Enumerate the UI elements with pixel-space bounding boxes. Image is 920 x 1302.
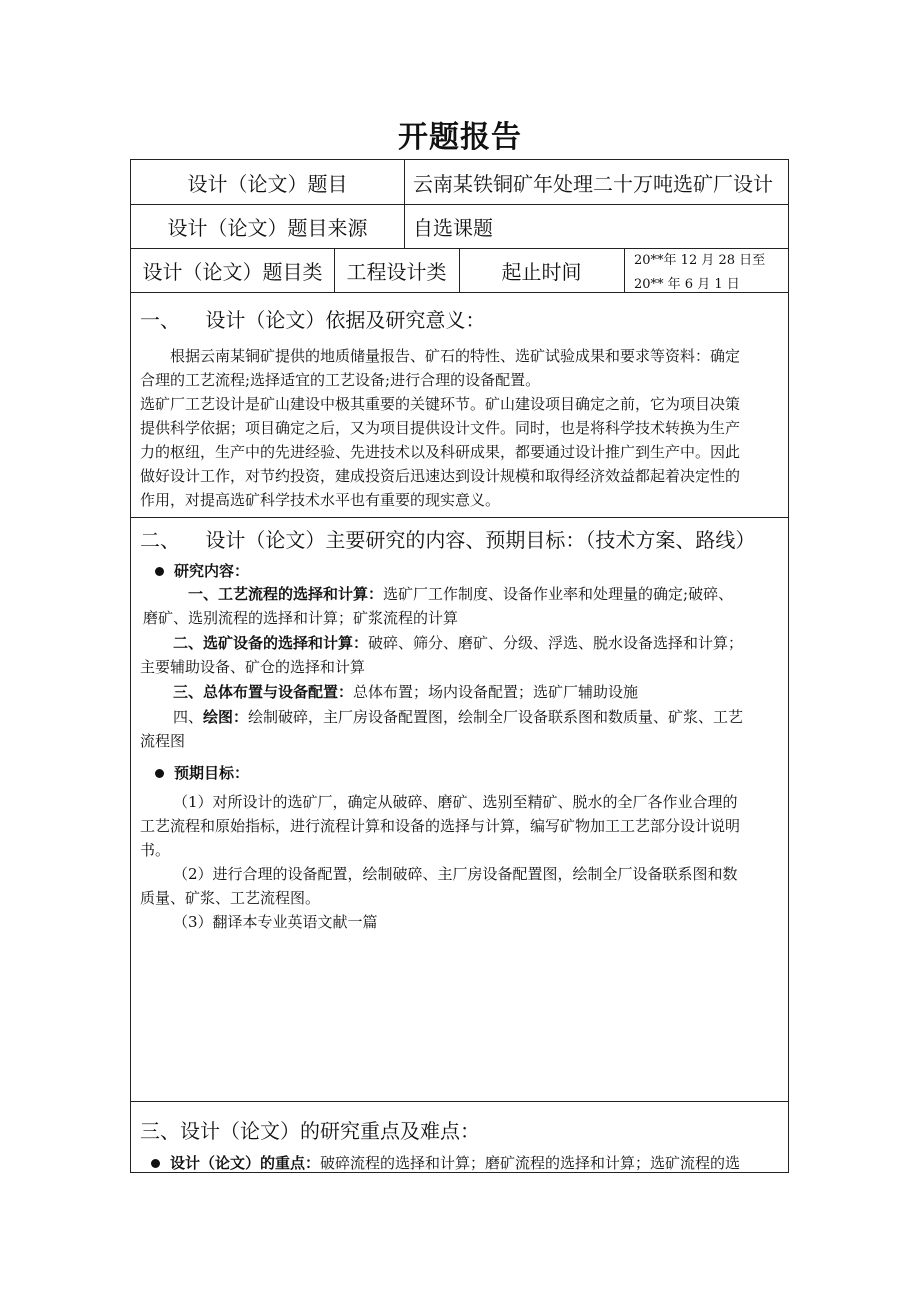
source-label: 设计（论文）题目来源 <box>167 215 368 240</box>
item-title: 一、工艺流程的选择和计算： <box>188 585 384 603</box>
section1-line: 合理的工艺流程;选择适宜的工艺设备;进行合理的设备配置。 <box>140 371 541 389</box>
source-value: 自选课题 <box>413 215 493 240</box>
content-item-cont: 磨矿、选别流程的选择和计算；矿浆流程的计算 <box>143 609 459 627</box>
key-bullet <box>151 1152 740 1173</box>
section1-heading: 一、 设计（论文）依据及研究意义： <box>140 308 486 332</box>
section1-line: 根据云南某铜矿提供的地质储量报告、矿石的特性、选矿试验成果和要求等资料：确定 <box>170 347 741 365</box>
goal-label: 预期目标： <box>174 764 250 782</box>
topic-value: 云南某铁铜矿年处理二十万吨选矿厂设计 <box>413 171 773 196</box>
goal-line: 书。 <box>140 841 171 859</box>
column-divider <box>404 160 405 248</box>
goal-line: 工艺流程和原始指标，进行流程计算和设备的选择与计算，编写矿物加工工艺部分设计说明 <box>140 817 741 835</box>
item-title: 二、选矿设备的选择和计算： <box>173 634 369 652</box>
item-text: 绘制破碎，主厂房设备配置图，绘制全厂设备联系图和数质量、矿浆、工艺 <box>248 708 744 726</box>
item-prefix: 四、 <box>173 708 204 726</box>
section1-line: 作用，对提高选矿科学技术水平也有重要的现实意义。 <box>140 491 501 509</box>
content-item-cont: 主要辅助设备、矿仓的选择和计算 <box>140 658 366 676</box>
proposal-table <box>130 159 789 1173</box>
goal-bullet <box>155 762 249 783</box>
section-divider <box>131 1101 788 1102</box>
column-divider <box>624 248 625 292</box>
bullet-icon <box>155 567 164 576</box>
section2-heading: 二、 设计（论文）主要研究的内容、预期目标：（技术方案、路线） <box>140 528 756 552</box>
item-text: 总体布置；场内设备配置；选矿厂辅助设施 <box>353 683 639 701</box>
goal-line: 质量、矿浆、工艺流程图。 <box>140 889 321 907</box>
section1-line: 做好设计工作，对节约投资，建成投资后迅速达到设计规模和取得经济效益都起着决定性的 <box>140 467 741 485</box>
goal-line: （1）对所设计的选矿厂，确定从破碎、磨矿、选别至精矿、脱水的全厂各作业合理的 <box>173 793 738 811</box>
content-item-cont: 流程图 <box>140 732 186 750</box>
bullet-icon <box>151 1159 160 1168</box>
item-title: 绘图： <box>203 708 249 726</box>
section-divider <box>131 517 788 518</box>
key-text: 破碎流程的选择和计算；磨矿流程的选择和计算；选矿流程的选 <box>320 1154 741 1172</box>
page-title: 开题报告 <box>398 120 522 155</box>
goal-line: （3）翻译本专业英语文献一篇 <box>173 913 378 931</box>
item-title: 三、总体布置与设备配置： <box>173 683 354 701</box>
section3-heading: 三、设计（论文）的研究重点及难点： <box>140 1119 480 1143</box>
goal-line: （2）进行合理的设备配置，绘制破碎、主厂房设备配置图，绘制全厂设备联系图和数 <box>173 865 738 883</box>
key-label: 设计（论文）的重点： <box>170 1154 321 1172</box>
section1-line: 选矿厂工艺设计是矿山建设中极其重要的关键环节。矿山建设项目确定之前，它为项目决策 <box>140 395 741 413</box>
period-start: 20**年 12 月 28 日至 <box>634 253 766 268</box>
item-text: 破碎、筛分、磨矿、分级、浮选、脱水设备选择和计算； <box>368 634 744 652</box>
section1-line: 提供科学依据；项目确定之后，又为项目提供设计文件。同时，也是将科学技术转换为生产 <box>140 419 741 437</box>
content-item <box>173 706 743 727</box>
topic-label: 设计（论文）题目 <box>187 171 348 196</box>
item-text: 选矿厂工作制度、设备作业率和处理量的确定;破碎、 <box>383 585 734 603</box>
section1-body <box>140 344 782 512</box>
period-label: 起止时间 <box>501 259 582 284</box>
content-item <box>173 681 638 702</box>
period-value <box>634 249 786 293</box>
bullet-icon <box>155 769 164 778</box>
category-label: 设计（论文）题目类 <box>142 259 323 284</box>
content-item <box>173 632 743 653</box>
content-bullet <box>155 560 249 581</box>
section1-line: 力的枢纽，生产中的先进经验、先进技术以及科研成果，都要通过设计推广到生产中。因此 <box>140 443 741 461</box>
content-item <box>188 583 733 604</box>
content-label: 研究内容： <box>174 562 250 580</box>
category-value: 工程设计类 <box>346 259 447 284</box>
period-end: 20** 年 6 月 1 日 <box>634 277 740 292</box>
